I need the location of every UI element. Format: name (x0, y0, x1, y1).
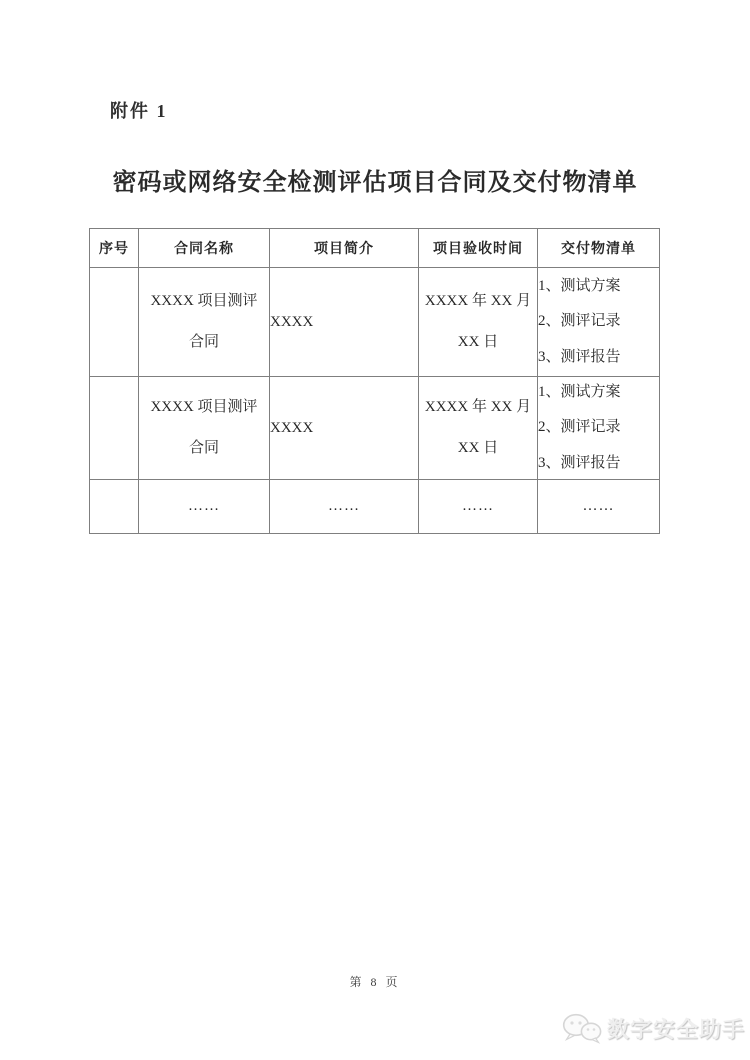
cell-seq (90, 268, 139, 377)
cell-deliverables: 1、测试方案 2、测评记录 3、测评报告 (538, 268, 660, 377)
table-row (90, 480, 660, 534)
cell-contract-name: XXXX 项目测评 合同 (139, 377, 270, 480)
cell-deliverables: …… (538, 480, 660, 534)
cell-acceptance-time: …… (419, 480, 538, 534)
cell-contract-name: …… (139, 480, 270, 534)
page-number: 第 8 页 (349, 975, 401, 989)
table-header-row (90, 229, 660, 268)
cell-acceptance-time: XXXX 年 XX 月 XX 日 (419, 377, 538, 480)
column-header-project-intro: 项目简介 (270, 229, 419, 268)
column-header-acceptance-time: 项目验收时间 (419, 229, 538, 268)
watermark-text: 数字安全助手 (606, 1017, 745, 1042)
table-row (90, 377, 660, 480)
cell-project-intro: XXXX (270, 268, 419, 377)
column-header-contract-name: 合同名称 (139, 229, 270, 268)
cell-contract-name: XXXX 项目测评 合同 (139, 268, 270, 377)
page-title: 密码或网络安全检测评估项目合同及交付物清单 (112, 170, 638, 196)
cell-project-intro: XXXX (270, 377, 419, 480)
column-header-deliverables: 交付物清单 (538, 229, 660, 268)
contract-deliverables-table (89, 228, 660, 534)
attachment-label: 附件 1 (110, 101, 168, 121)
cell-project-intro: …… (270, 480, 419, 534)
cell-acceptance-time: XXXX 年 XX 月 XX 日 (419, 268, 538, 377)
cell-deliverables: 1、测试方案 2、测评记录 3、测评报告 (538, 377, 660, 480)
table-row (90, 268, 660, 377)
column-header-seq: 序号 (90, 229, 139, 268)
watermark (562, 1012, 745, 1045)
cell-seq (90, 377, 139, 480)
cell-seq (90, 480, 139, 534)
wechat-icon (562, 1012, 602, 1045)
